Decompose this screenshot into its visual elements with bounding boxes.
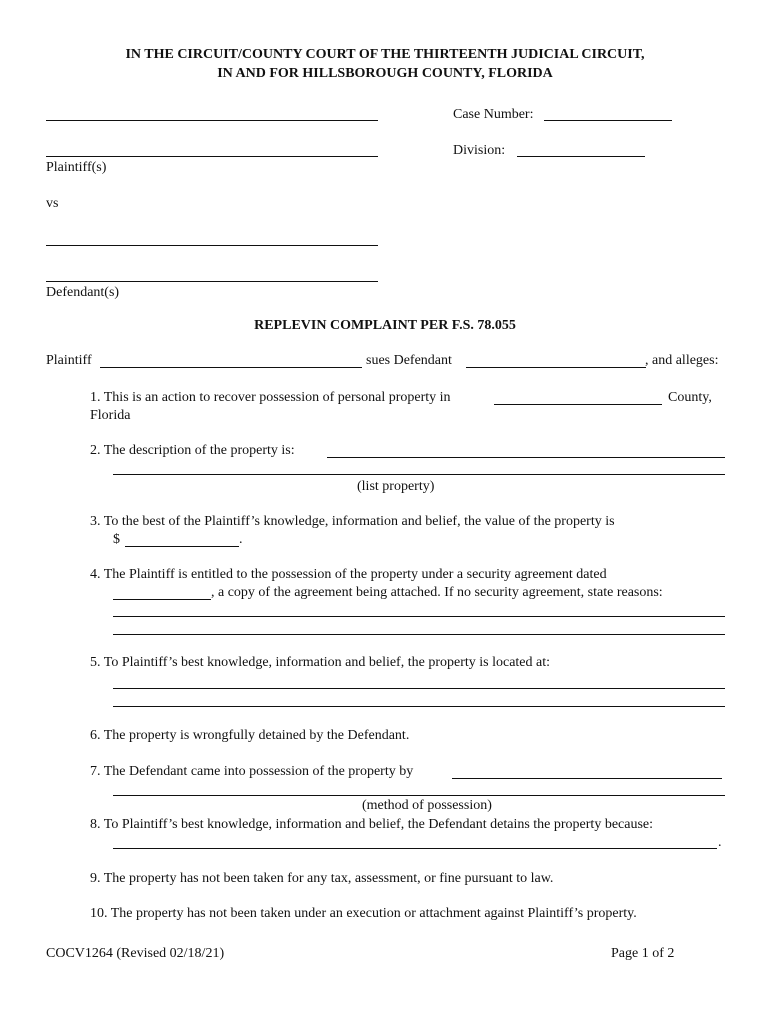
court-header-line1: IN THE CIRCUIT/COUNTY COURT OF THE THIRTEENTH JUDICIAL CIRCUIT,: [125, 47, 645, 62]
plaintiff-name-line-2[interactable]: [46, 156, 378, 157]
division-label: Division:: [453, 143, 506, 158]
case-number-field[interactable]: [544, 120, 672, 121]
plaintiff-name-line-1[interactable]: [46, 120, 378, 121]
item-3-dollar: $: [113, 532, 120, 547]
defendant-name-line-1[interactable]: [46, 245, 378, 246]
item-9-text: 9. The property has not been taken for any tax, assessment, or fine pursuant to law.: [90, 871, 554, 886]
item-4-text-b: , a copy of the agreement being attached. If no security agreement, state reasons:: [211, 585, 663, 600]
intro-plaintiff-label: Plaintiff: [46, 353, 92, 368]
item-3-text: 3. To the best of the Plaintiff’s knowledge, information and belief, the value of the property is: [90, 514, 615, 529]
item-8-text: 8. To Plaintiff’s best knowledge, information and belief, the Defendant detains the property because:: [90, 817, 654, 832]
item-8-reason-field[interactable]: [113, 848, 717, 849]
plaintiff-label: Plaintiff(s): [46, 160, 107, 175]
item-4-reasons-field-2[interactable]: [113, 634, 725, 635]
item-7-method-field-1[interactable]: [452, 778, 722, 779]
item-4-text: 4. The Plaintiff is entitled to the possession of the property under a security agreement dated: [90, 567, 607, 582]
document-title: REPLEVIN COMPLAINT PER F.S. 78.055: [254, 318, 516, 333]
item-1-florida: Florida: [90, 408, 131, 423]
item-6-text: 6. The property is wrongfully detained by the Defendant.: [90, 728, 410, 743]
intro-defendant-field[interactable]: [466, 367, 646, 368]
court-header-line2: IN AND FOR HILLSBOROUGH COUNTY, FLORIDA: [217, 66, 553, 81]
item-1-county-field[interactable]: [494, 404, 662, 405]
intro-and-alleges: , and alleges:: [645, 353, 719, 368]
item-3-period: .: [239, 532, 243, 547]
item-8-period: .: [718, 835, 722, 850]
item-1-county-label: County,: [668, 390, 712, 405]
item-5-location-field-2[interactable]: [113, 706, 725, 707]
form-id: COCV1264 (Revised 02/18/21): [46, 946, 225, 961]
item-1-text: 1. This is an action to recover possession of personal property in: [90, 390, 451, 405]
item-7-text: 7. The Defendant came into possession of the property by: [90, 764, 414, 779]
item-10-text: 10. The property has not been taken under an execution or attachment against Plaintiff’s property.: [90, 906, 637, 921]
item-4-reasons-field-1[interactable]: [113, 616, 725, 617]
item-4-date-field[interactable]: [113, 599, 211, 600]
item-7-caption: (method of possession): [362, 798, 492, 813]
page-number: Page 1 of 2: [611, 946, 675, 961]
vs-label: vs: [46, 196, 59, 211]
item-5-location-field-1[interactable]: [113, 688, 725, 689]
defendant-name-line-2[interactable]: [46, 281, 378, 282]
item-2-text: 2. The description of the property is:: [90, 443, 295, 458]
item-3-value-field[interactable]: [125, 546, 239, 547]
intro-sues-defendant: sues Defendant: [366, 353, 452, 368]
item-2-property-field-1[interactable]: [327, 457, 725, 458]
item-2-property-field-2[interactable]: [113, 474, 725, 475]
intro-plaintiff-field[interactable]: [100, 367, 362, 368]
case-number-label: Case Number:: [453, 107, 534, 122]
defendant-label: Defendant(s): [46, 285, 120, 300]
item-2-caption: (list property): [357, 479, 435, 494]
item-7-method-field-2[interactable]: [113, 795, 725, 796]
division-field[interactable]: [517, 156, 645, 157]
item-5-text: 5. To Plaintiff’s best knowledge, information and belief, the property is located at:: [90, 655, 551, 670]
